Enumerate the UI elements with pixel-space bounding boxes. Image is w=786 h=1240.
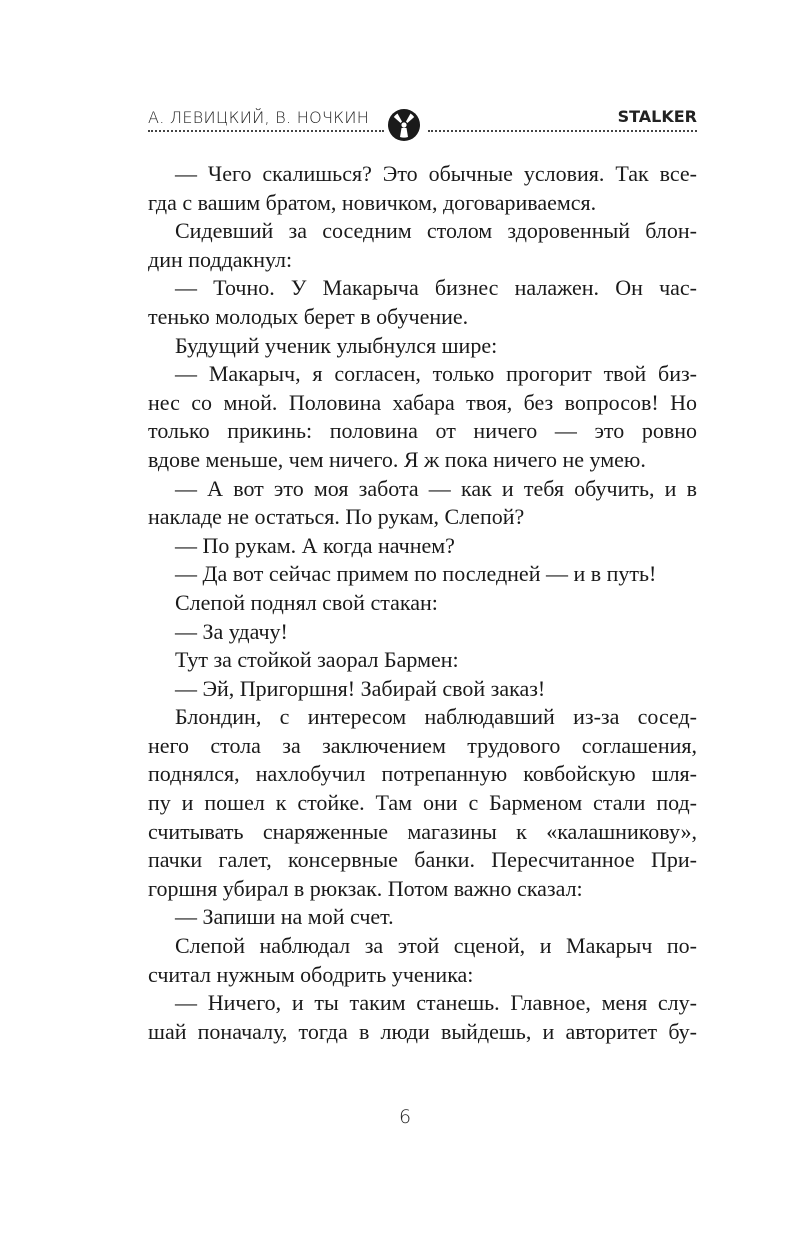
- text-line: Сидевший за соседним столом здоровенный блон-: [175, 218, 697, 244]
- text-line: дин поддакнул:: [148, 246, 293, 272]
- text-line: гда с вашим братом, новичком, договариваемся.: [148, 189, 597, 215]
- text-line: него стола за заключением трудового соглашения,: [148, 732, 697, 758]
- text-line: только прикинь: половина от ничего — это ровно: [148, 418, 697, 444]
- text-line: накладе не остаться. По рукам, Слепой?: [148, 504, 525, 530]
- running-header: [148, 104, 697, 134]
- dotted-rule-left: [148, 130, 384, 132]
- header-author: А. ЛЕВИЦКИЙ, В. НОЧКИН: [148, 108, 370, 127]
- text-line: пу и пошел к стойке. Там они с Барменом стали под-: [148, 790, 697, 816]
- text-line: считал нужным ободрить ученика:: [148, 961, 474, 987]
- radiation-icon: [387, 108, 421, 142]
- text-line: — Запиши на мой счет.: [175, 904, 394, 930]
- text-line: горшня убирал в рюкзак. Потом важно сказал:: [148, 875, 583, 901]
- text-line: — По рукам. А когда начнем?: [175, 532, 455, 558]
- header-series: STALKER: [617, 107, 697, 126]
- text-line: Блондин, с интересом наблюдавший из-за сосед-: [175, 704, 697, 730]
- text-line: Будущий ученик улыбнулся шире:: [175, 332, 498, 358]
- text-line: Слепой наблюдал за этой сценой, и Макарыч по-: [175, 933, 697, 959]
- text-line: — А вот это моя забота — как и тебя обучить, и в: [175, 475, 697, 501]
- text-line: — За удачу!: [175, 618, 288, 644]
- text-line: — Эй, Пригоршня! Забирай свой заказ!: [175, 675, 546, 701]
- text-line: поднялся, нахлобучил потрепанную ковбойскую шля-: [148, 761, 697, 787]
- text-line: Слепой поднял свой стакан:: [175, 589, 438, 615]
- text-line: Тут за стойкой заорал Бармен:: [175, 647, 459, 673]
- text-line: считывать снаряженные магазины к «калашникову»,: [148, 818, 697, 844]
- text-line: пачки галет, консервные банки. Пересчитанное При-: [148, 847, 697, 873]
- text-line: — Макарыч, я согласен, только прогорит твой биз-: [175, 361, 697, 387]
- page-number: 6: [398, 1106, 412, 1128]
- text-line: вдове меньше, чем ничего. Я ж пока ничего не умею.: [148, 446, 646, 472]
- text-line: — Чего скалишься? Это обычные условия. Так все-: [175, 161, 697, 186]
- text-line: тенько молодых берет в обучение.: [148, 303, 469, 329]
- page-body-text: [148, 160, 697, 1046]
- text-line: шай поначалу, тогда в люди выйдешь, и авторитет бу-: [148, 1018, 697, 1044]
- text-line: — Точно. У Макарыча бизнес налажен. Он час-: [175, 275, 697, 301]
- text-line: — Ничего, и ты таким станешь. Главное, меня слу-: [175, 990, 697, 1016]
- text-line: нес со мной. Половина хабара твоя, без вопросов! Но: [148, 389, 697, 415]
- text-line: — Да вот сейчас примем по последней — и в путь!: [175, 561, 657, 587]
- dotted-rule-right: [428, 130, 697, 132]
